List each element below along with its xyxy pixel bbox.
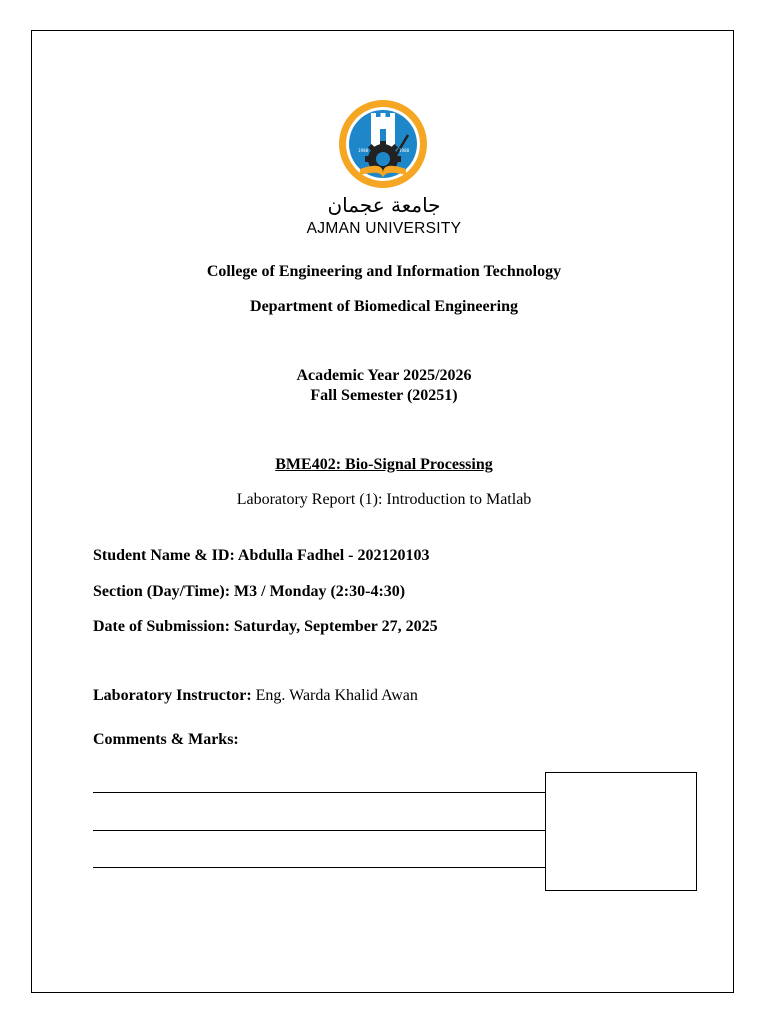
comments-label: Comments & Marks:	[93, 731, 239, 748]
university-arabic-name: جامعة عجمان	[327, 193, 441, 217]
department-heading: Department of Biomedical Engineering	[250, 298, 518, 315]
instructor-label: Laboratory Instructor:	[93, 687, 252, 704]
comment-line	[93, 792, 545, 793]
svg-text:1988: 1988	[358, 148, 369, 153]
course-title: BME402: Bio-Signal Processing	[275, 456, 493, 473]
comment-line	[93, 830, 545, 831]
instructor-line	[93, 686, 418, 706]
marks-box	[545, 772, 697, 891]
svg-text:1988: 1988	[399, 148, 410, 153]
university-name: AJMAN UNIVERSITY	[306, 220, 462, 237]
report-title: Laboratory Report (1): Introduction to Matlab	[236, 491, 532, 508]
semester: Fall Semester (20251)	[310, 387, 458, 404]
student-name-id: Student Name & ID: Abdulla Fadhel - 202120103	[93, 547, 430, 564]
academic-year: Academic Year 2025/2026	[296, 367, 472, 384]
university-seal-logo	[338, 99, 428, 189]
college-heading: College of Engineering and Information Technology	[206, 263, 562, 280]
instructor-name: Eng. Warda Khalid Awan	[251, 687, 418, 704]
comment-line	[93, 867, 545, 868]
section-info: Section (Day/Time): M3 / Monday (2:30-4:30)	[93, 583, 406, 600]
submission-date: Date of Submission: Saturday, September 27, 2025	[93, 618, 438, 635]
